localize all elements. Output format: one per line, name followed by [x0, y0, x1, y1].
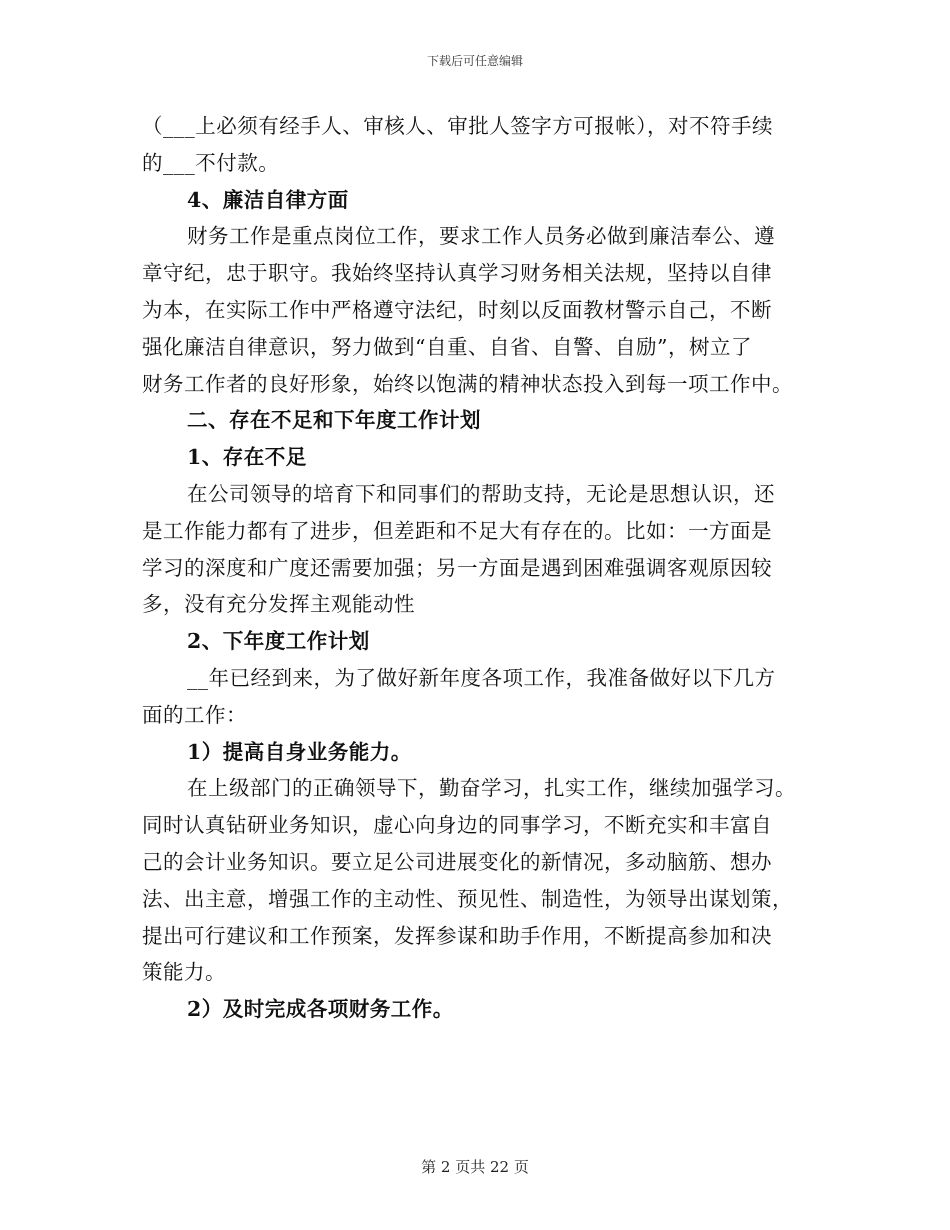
paragraph-line: 提出可行建议和工作预案，发挥参谋和助手作用，不断提高参加和决: [142, 923, 772, 948]
paragraph-line: 同时认真钻研业务知识，虚心向身边的同事学习，不断充实和丰富自: [142, 813, 772, 838]
section-heading: 二、存在不足和下年度工作计划: [187, 408, 481, 433]
paragraph-line: （___上必须有经手人、审核人、审批人签字方可报帐），对不符手续: [142, 114, 773, 138]
document-body: [142, 108, 812, 1028]
paragraph-line: 己的会计业务知识。要立足公司进展变化的新情况，多动脑筋、想办: [142, 849, 772, 874]
paragraph-line: 多，没有充分发挥主观能动性: [142, 592, 415, 617]
page-footer: 第 2 页共 22 页: [421, 1158, 529, 1176]
paragraph-line: 的___不付款。: [142, 150, 280, 175]
paragraph-line: 法、出主意，增强工作的主动性、预见性、制造性，为领导出谋划策，: [142, 886, 793, 911]
paragraph-line: 财务工作者的良好形象，始终以饱满的精神状态投入到每一项工作中。: [142, 371, 793, 396]
paragraph-line: 为本，在实际工作中严格遵守法纪，时刻以反面教材警示自己，不断: [142, 297, 772, 322]
paragraph-line: __年已经到来，为了做好新年度各项工作，我准备做好以下几方: [187, 665, 776, 690]
page-header: 下载后可任意编辑: [426, 54, 523, 68]
paragraph-line: 财务工作是重点岗位工作，要求工作人员务必做到廉洁奉公、遵: [187, 224, 775, 249]
paragraph-line: 在公司领导的培育下和同事们的帮助支持，无论是思想认识，还: [187, 481, 775, 506]
paragraph-line: 学习的深度和广度还需要加强；另一方面是遇到困难强调客观原因较: [142, 555, 772, 580]
paragraph-line: 策能力。: [142, 960, 226, 985]
paragraph-line: 强化廉洁自律意识，努力做到“自重、自省、自警、自励”，树立了: [142, 334, 752, 359]
section-heading: 1）提高自身业务能力。: [187, 739, 412, 764]
section-heading: 2、下年度工作计划: [187, 629, 370, 654]
paragraph-line: 章守纪，忠于职守。我始终坚持认真学习财务相关法规，坚持以自律: [142, 261, 772, 286]
paragraph-line: 面的工作：: [142, 702, 247, 727]
paragraph-line: 是工作能力都有了进步，但差距和不足大有存在的。比如：一方面是: [142, 518, 772, 543]
paragraph-line: 在上级部门的正确领导下，勤奋学习，扎实工作，继续加强学习。: [187, 776, 796, 801]
section-heading: 2）及时完成各项财务工作。: [187, 997, 454, 1022]
section-heading: 4、廉洁自律方面: [187, 187, 349, 212]
section-heading: 1、存在不足: [187, 445, 307, 470]
